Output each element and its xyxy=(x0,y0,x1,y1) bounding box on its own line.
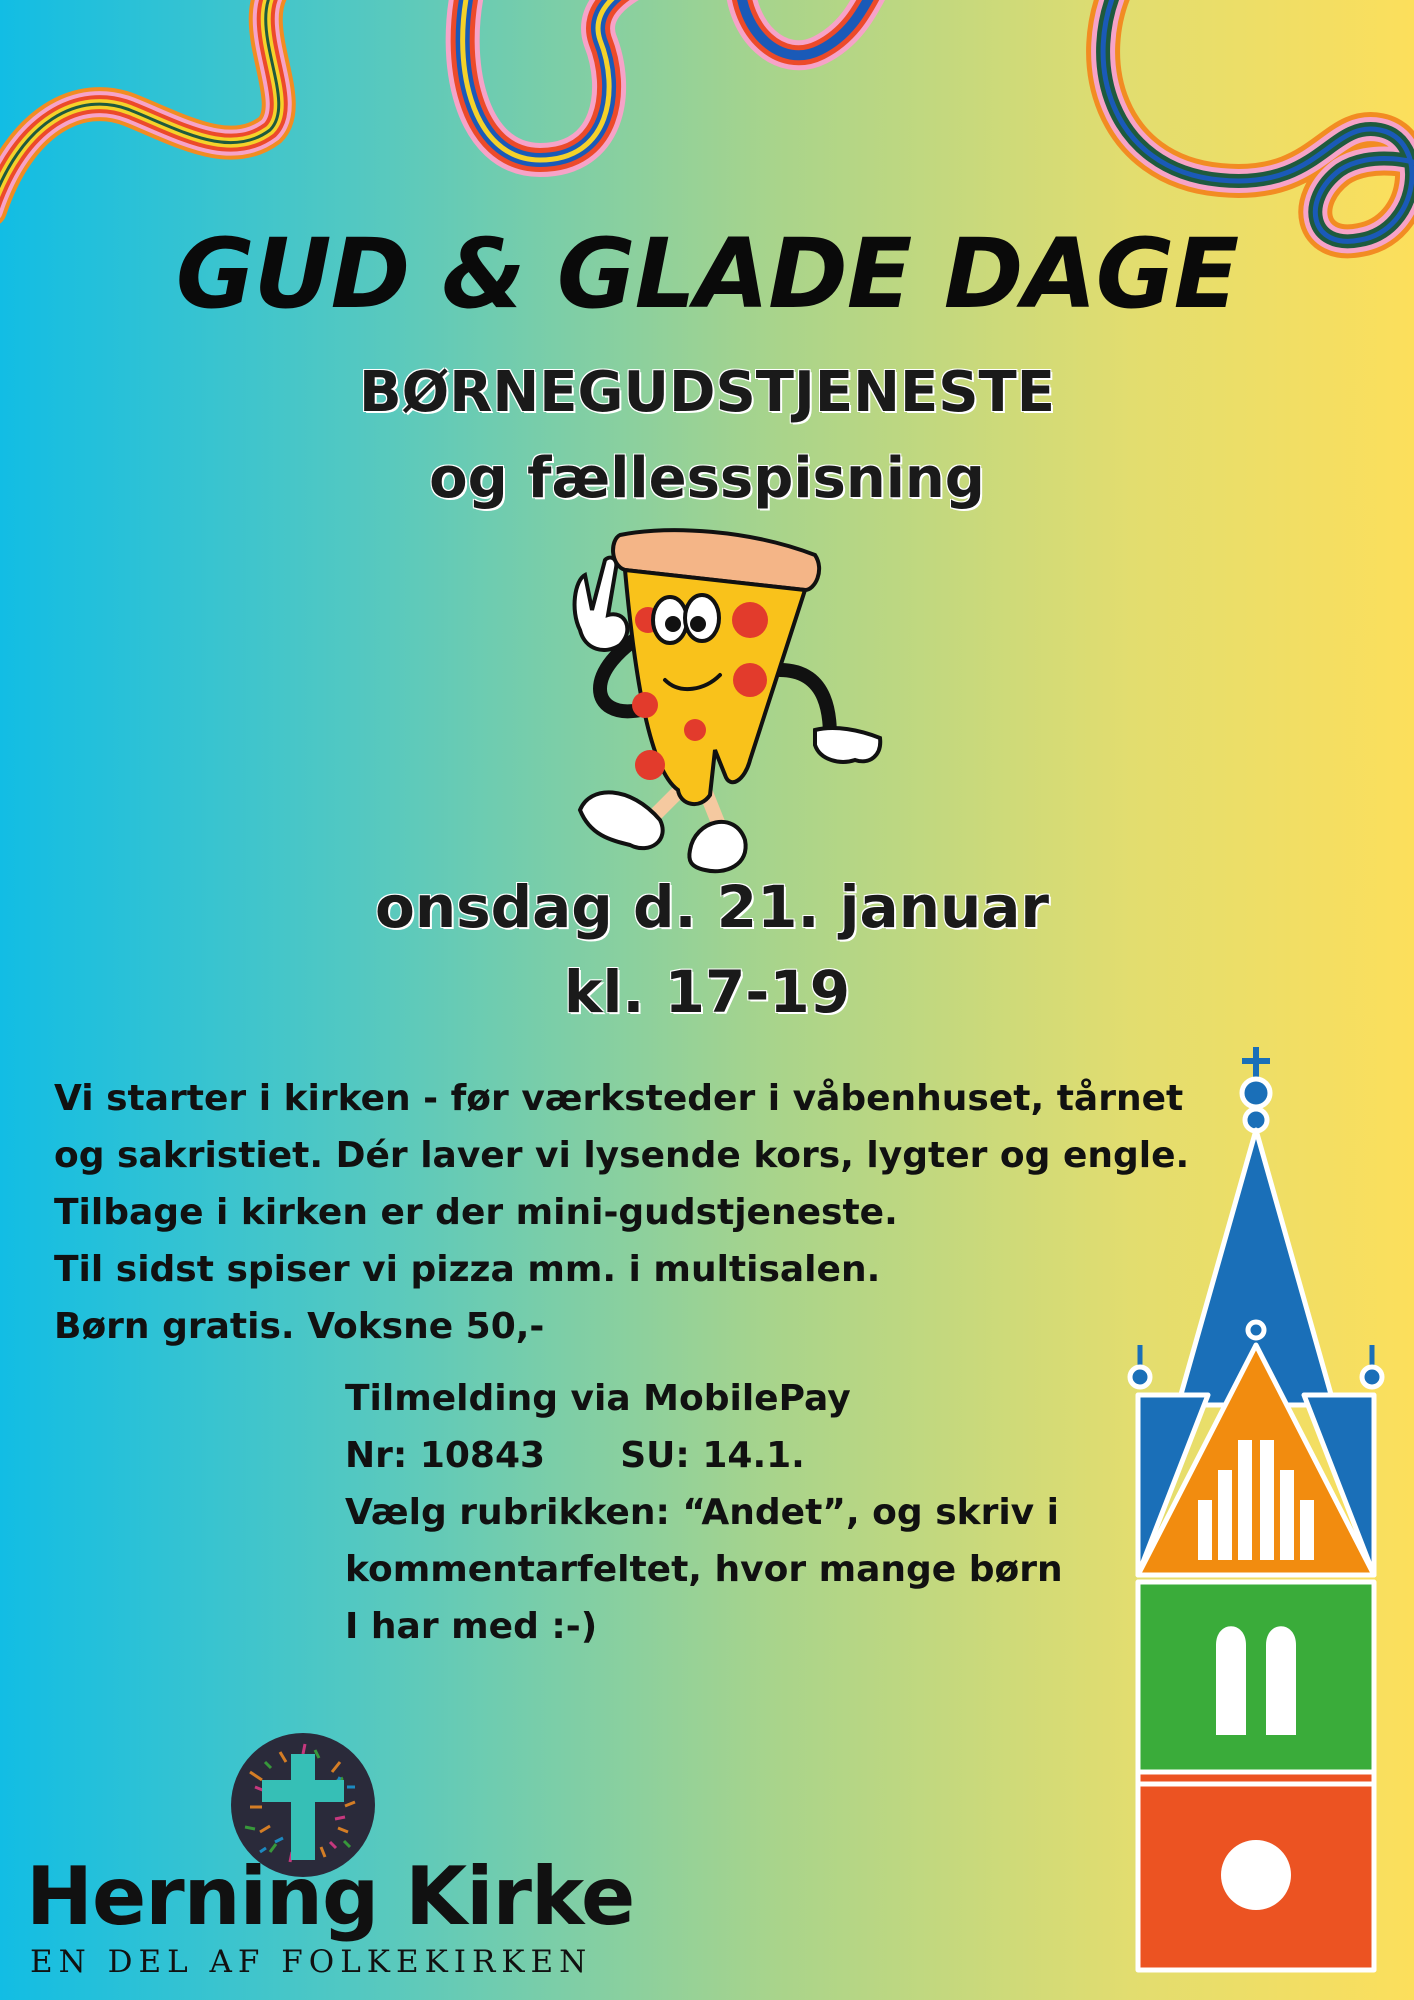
pizza-mascot-icon xyxy=(530,520,890,880)
description-line: Børn gratis. Voksne 50,- xyxy=(54,1306,545,1347)
description-line: og sakristiet. Dér laver vi lysende kors, lygter og engle. xyxy=(54,1135,1190,1176)
signup-info xyxy=(345,1370,1145,1655)
event-date: onsdag d. 21. januar xyxy=(374,873,1050,941)
logo-name: Herning Kirke xyxy=(26,1850,635,1943)
description-line: Til sidst spiser vi pizza mm. i multisalen. xyxy=(54,1249,881,1290)
signup-line: I har med :-) xyxy=(345,1606,598,1647)
signup-line: kommentarfeltet, hvor mange børn xyxy=(345,1549,1063,1590)
logo-tagline: EN DEL AF FOLKEKIRKEN xyxy=(30,1944,593,1980)
event-time: kl. 17-19 xyxy=(563,958,851,1026)
event-description xyxy=(54,1070,1204,1355)
signup-line: Vælg rubrikken: “Andet”, og skriv i xyxy=(345,1492,1060,1533)
signup-line: Nr: 10843 SU: 14.1. xyxy=(345,1435,805,1476)
subtitle-line-1: BØRNEGUDSTJENESTE xyxy=(359,360,1055,425)
subtitle-line-2: og fællesspisning xyxy=(429,446,985,511)
church-tower-icon xyxy=(1128,1045,1390,1975)
description-line: Tilbage i kirken er der mini-gudstjeneste. xyxy=(54,1192,898,1233)
signup-line: Tilmelding via MobilePay xyxy=(345,1378,851,1419)
poster-title: GUD & GLADE DAGE xyxy=(175,218,1239,330)
description-line: Vi starter i kirken - før værksteder i våbenhuset, tårnet xyxy=(54,1078,1184,1119)
